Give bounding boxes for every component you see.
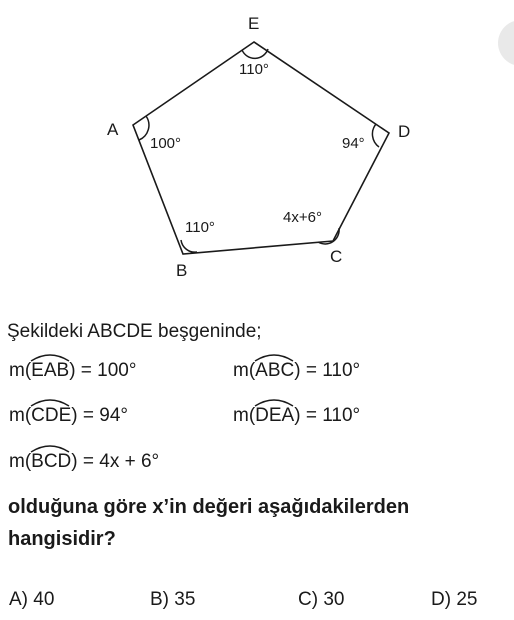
condition-suffix: ) = 100° (69, 360, 137, 381)
angle-label-e: 110° (239, 61, 269, 78)
condition-prefix: m( (9, 360, 32, 381)
condition-suffix: ) = 110° (294, 405, 361, 426)
option-c[interactable] (298, 589, 344, 611)
condition-prefix: m( (9, 405, 32, 426)
condition-bcd (9, 452, 159, 471)
option-letter: B) (150, 589, 169, 610)
arc-notation (31, 406, 71, 425)
arc-notation (31, 452, 71, 471)
option-letter: C) (298, 589, 319, 610)
option-value: 25 (456, 589, 478, 610)
option-d[interactable] (431, 589, 477, 611)
arc-hat-icon (30, 352, 70, 362)
question-prompt-line2: hangisidir? (8, 528, 116, 550)
option-a[interactable] (9, 589, 54, 611)
arc-hat-icon (254, 397, 294, 407)
angle-label-b: 110° (185, 219, 215, 236)
pentagon-figure (0, 0, 514, 300)
condition-eab (9, 361, 136, 380)
angle-label-c: 4x+6° (283, 209, 322, 226)
option-letter: A) (9, 589, 28, 610)
condition-prefix: m( (9, 451, 32, 472)
vertex-label-d: D (398, 122, 411, 141)
arc-hat-icon (30, 443, 70, 453)
condition-dea (233, 406, 360, 425)
angle-arc-d (372, 124, 379, 147)
condition-suffix: ) = 94° (71, 405, 128, 426)
vertex-label-e: E (248, 14, 260, 33)
vertex-label-b: B (176, 261, 188, 280)
question-intro: Şekildeki ABCDE beşgeninde; (7, 321, 262, 342)
arc-notation (255, 361, 294, 380)
arc-hat-icon (30, 397, 70, 407)
angle-label-a: 100° (150, 135, 182, 152)
condition-prefix: m( (233, 405, 256, 426)
option-value: 40 (33, 589, 55, 610)
condition-cde (9, 406, 128, 425)
arc-hat-icon (254, 352, 294, 362)
vertex-label-c: C (330, 247, 343, 266)
arc-letters: ABC (255, 360, 295, 381)
option-b[interactable] (150, 589, 195, 611)
option-value: 35 (174, 589, 196, 610)
angle-arc-e (242, 49, 268, 58)
condition-abc (233, 361, 360, 380)
arc-letters: DEA (255, 405, 295, 426)
angle-label-d: 94° (342, 135, 365, 152)
condition-suffix: ) = 4x + 6° (71, 451, 160, 472)
condition-prefix: m( (233, 360, 256, 381)
option-letter: D) (431, 589, 452, 610)
arc-letters: BCD (31, 451, 72, 472)
arc-letters: CDE (31, 405, 72, 426)
angle-arc-b (181, 240, 197, 252)
arc-notation (255, 406, 294, 425)
option-value: 30 (323, 589, 345, 610)
question-prompt-line1: olduğuna göre x’in değeri aşağıdakilerden (8, 496, 410, 518)
arc-notation (31, 361, 69, 380)
vertex-label-a: A (107, 120, 119, 139)
arc-letters: EAB (31, 360, 70, 381)
condition-suffix: ) = 110° (294, 360, 361, 381)
